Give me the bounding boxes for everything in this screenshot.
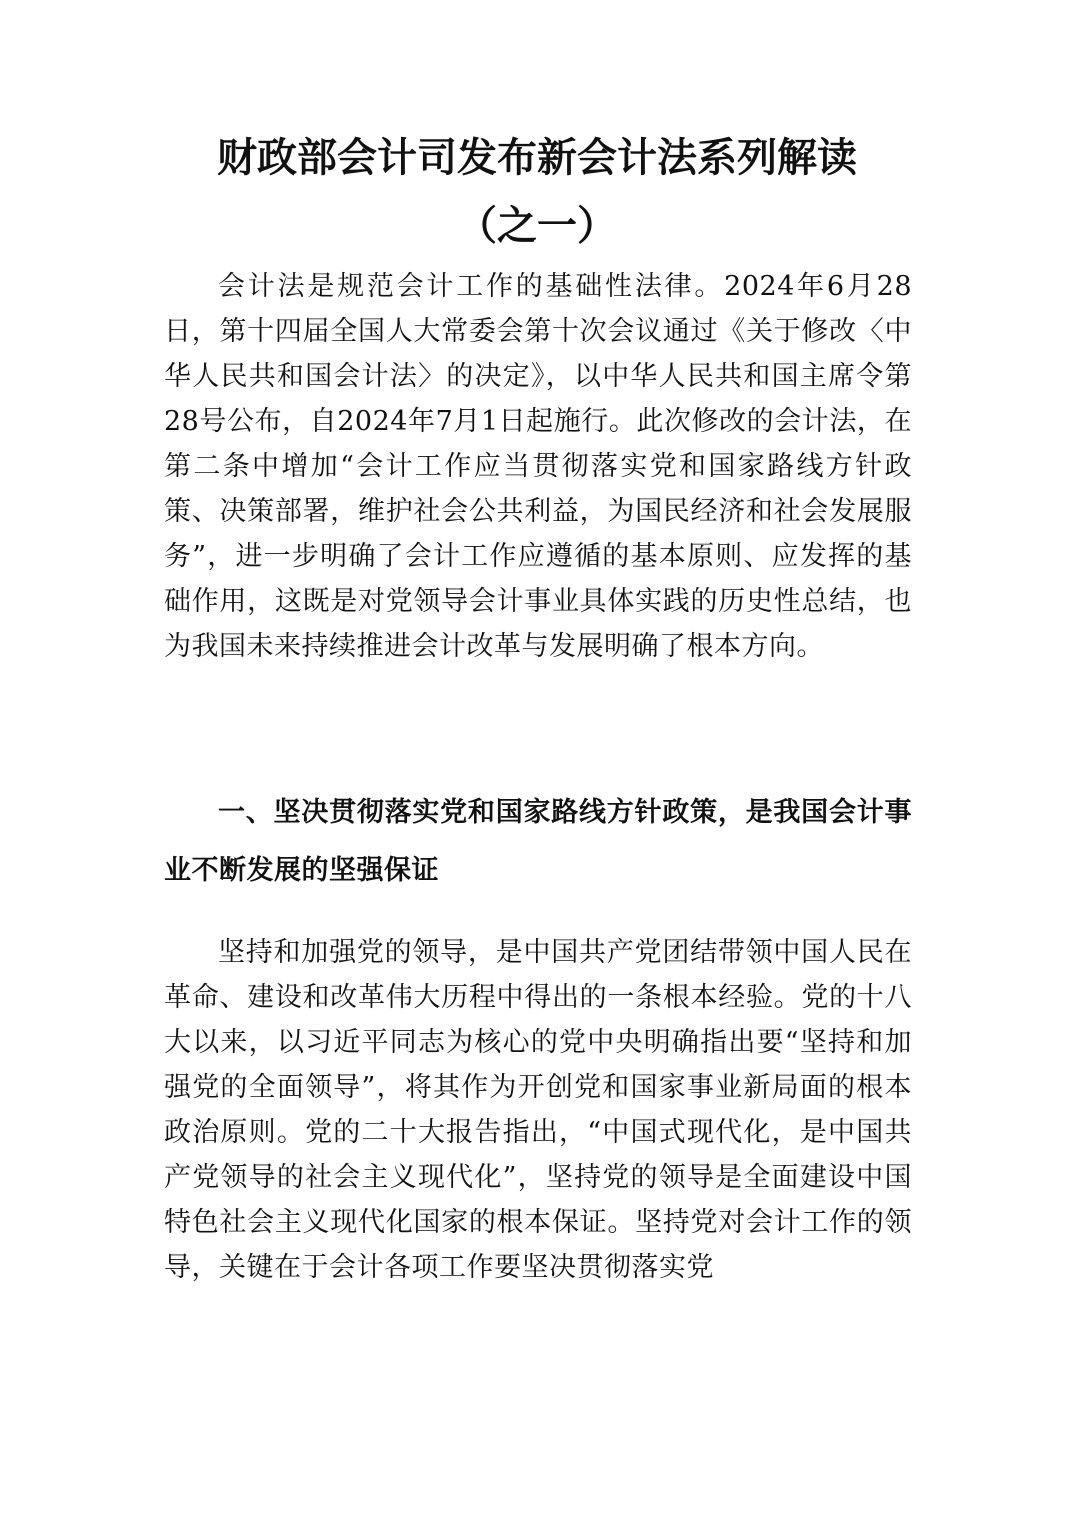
body-paragraph-2: 坚持和加强党的领导，是中国共产党团结带领中国人民在革命、建设和改革伟大历程中得出的一条根本经验。党的十八大以来，以习近平同志为核心的党中央明确指出要“坚持和加强党的全面领导”，将其作为开创党和国家事业新局面的根本政治原则。党的二十大报告指出，“中国式现代化，是中国共产党领导的社会主义现代化”，坚持党的领导是全面建设中国特色社会主义现代化国家的根本保证。坚持党对会计工作的领导，关键在于会计各项工作要坚决贯彻落实党 — [164, 937, 912, 1283]
document-title: 财政部会计司发布新会计法系列解读 — [217, 134, 857, 181]
document-subtitle: （之一） — [457, 202, 617, 249]
section-heading-1: 一、坚决贯彻落实党和国家路线方针政策，是我国会计事业不断发展的坚强保证 — [164, 797, 912, 886]
intro-paragraph: 会计法是规范会计工作的基础性法律。2024年6月28日，第十四届全国人大常委会第十次会议通过《关于修改〈中华人民共和国会计法〉的决定》，以中华人民共和国主席令第28号公布，自2024年7月1日起施行。此次修改的会计法，在第二条中增加“会计工作应当贯彻落实党和国家路线方针政策、决策部署，维护社会公共利益，为国民经济和社会发展服务”，进一步明确了会计工作应遵循的基本原则、应发挥的基础作用，这既是对党领导会计事业具体实践的历史性总结，也为我国未来持续推进会计改革与发展明确了根本方向。 — [164, 271, 912, 662]
